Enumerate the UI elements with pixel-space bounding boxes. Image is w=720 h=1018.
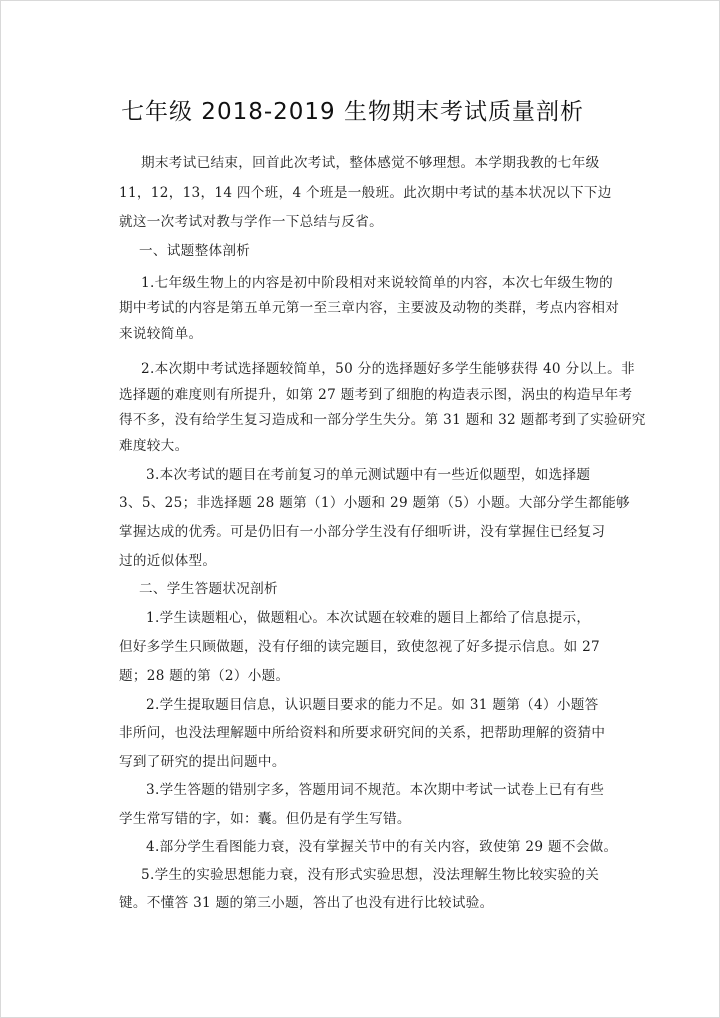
paragraph-line: 难度较大。 xyxy=(119,438,189,454)
section-heading: 一、试题整体剖析 xyxy=(139,243,251,259)
paragraph-line: 来说较简单。 xyxy=(119,326,203,342)
paragraph-line: 得不多，没有给学生复习造成和一部分学生失分。第 31 题和 32 题都考到了实验研究 xyxy=(119,412,646,428)
paragraph-line: 期末考试已结束，回首此次考试，整体感觉不够理想。本学期我教的七年级 xyxy=(141,155,600,171)
paragraph-line: 写到了研究的提出问题中。 xyxy=(119,754,286,770)
paragraph-line: 学生常写错的字，如：囊。但仍是有学生写错。 xyxy=(119,811,411,827)
paragraph-line: 1.学生读题粗心，做题粗心。本次试题在较难的题目上都给了信息提示， xyxy=(146,610,591,626)
paragraph-line: 3.本次考试的题目在考前复习的单元测试题中有一些近似题型，如选择题 xyxy=(146,467,591,483)
paragraph-line: 2.本次期中考试选择题较简单，50 分的选择题好多学生能够获得 40 分以上。非 xyxy=(141,361,635,377)
paragraph-line: 2.学生提取题目信息，认识题目要求的能力不足。如 31 题第（4）小题答 xyxy=(146,697,599,713)
paragraph-line: 期中考试的内容是第五单元第一至三章内容，主要波及动物的类群，考点内容相对 xyxy=(119,300,620,316)
paragraph-line: 就这一次考试对教与学作一下总结与反省。 xyxy=(119,214,383,230)
paragraph-line: 选择题的难度则有所提升，如第 27 题考到了细胞的构造表示图，涡虫的构造早年考 xyxy=(119,387,633,403)
paragraph-line: 11，12，13，14 四个班，4 个班是一般班。此次期中考试的基本状况以下下边 xyxy=(119,185,612,201)
paragraph-line: 但好多学生只顾做题，没有仔细的读完题目，致使忽视了好多提示信息。如 27 xyxy=(119,639,601,655)
paragraph-line: 过的近似体型。 xyxy=(119,553,217,569)
paragraph-line: 3、5、25；非选择题 28 题第（1）小题和 29 题第（5）小题。大部分学生都能够 xyxy=(119,495,630,511)
paragraph-line: 题；28 题的第（2）小题。 xyxy=(119,668,290,684)
paragraph-line: 5.学生的实验思想能力衰，没有形式实验思想，没法理解生物比较实验的关 xyxy=(141,867,600,883)
paragraph-line: 4.部分学生看图能力衰，没有掌握关节中的有关内容，致使第 29 题不会做。 xyxy=(146,839,618,855)
paragraph-line: 1.七年级生物上的内容是初中阶段相对来说较简单的内容，本次七年级生物的 xyxy=(141,275,614,291)
paragraph-line: 3.学生答题的错别字多，答题用词不规范。本次期中考试一试卷上已有有些 xyxy=(146,782,605,798)
paragraph-line: 键。不懂答 31 题的第三小题，答出了也没有进行比较试验。 xyxy=(119,895,494,911)
section-heading: 二、学生答题状况剖析 xyxy=(139,581,278,597)
paragraph-line: 掌握达成的优秀。可是仍旧有一小部分学生没有仔细听讲，没有掌握住已经复习 xyxy=(119,524,606,540)
paragraph-line: 非所问，也没法理解题中所给资料和所要求研究间的关系，把帮助理解的资猜中 xyxy=(119,725,606,741)
page-title: 七年级 2018-2019 生物期末考试质量剖析 xyxy=(121,99,584,125)
